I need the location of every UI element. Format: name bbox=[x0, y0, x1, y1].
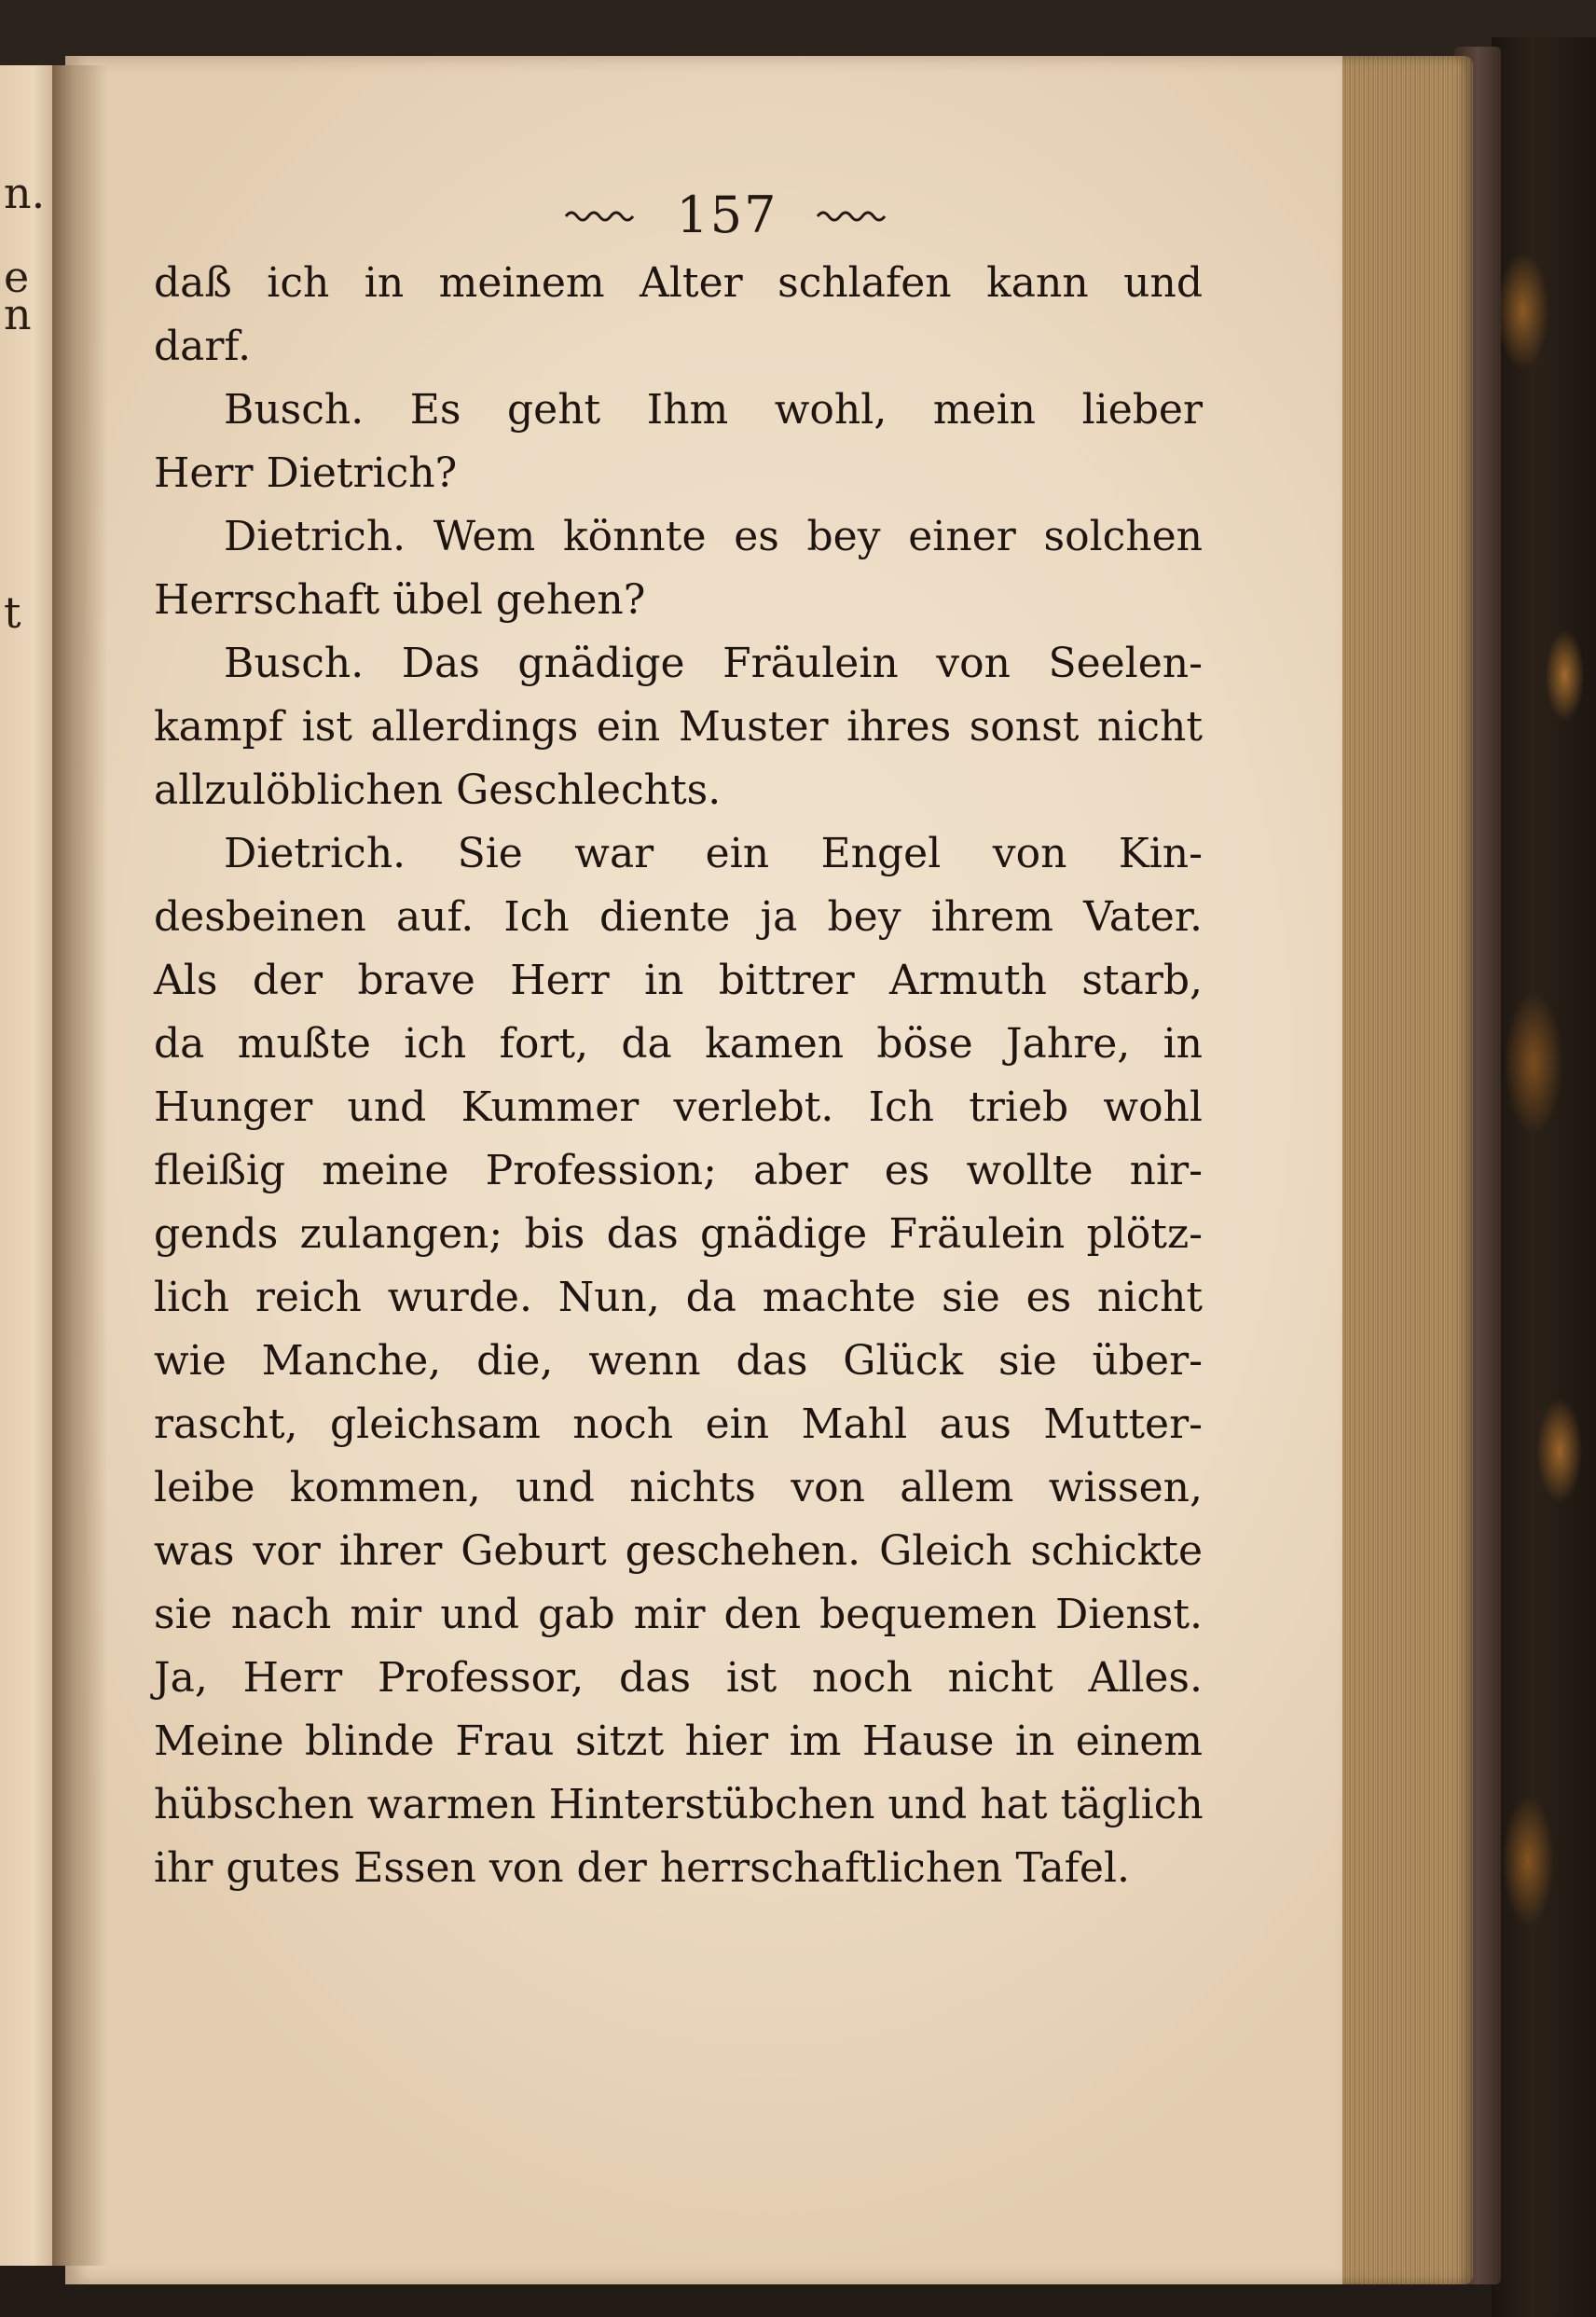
text-line: wie Manche, die, wenn das Glück sie über- bbox=[154, 1337, 1203, 1385]
text-line: darf. bbox=[154, 323, 252, 370]
text-line: Als der brave Herr in bittrer Armuth starb, bbox=[154, 957, 1203, 1004]
text-line: Herr Dietrich? bbox=[154, 449, 458, 497]
text-line: gends zulangen; bis das gnädige Fräulein plötz- bbox=[154, 1210, 1203, 1258]
text-line: Busch. Es geht Ihm wohl, mein lieber bbox=[224, 386, 1203, 434]
text-line: daß ich in meinem Alter schlafen kann und bbox=[154, 259, 1203, 307]
left-page-text bbox=[0, 65, 56, 2266]
text-line: Busch. Das gnädige Fräulein von Seelen- bbox=[224, 640, 1203, 687]
body-text bbox=[154, 252, 1203, 1900]
marbled-cover bbox=[1492, 37, 1596, 2317]
ornament-right-icon bbox=[816, 205, 890, 224]
text-line: leibe kommen, und nichts von allem wissen, bbox=[154, 1464, 1203, 1511]
text-line: Meine blinde Frau sitzt hier im Hause in einem bbox=[154, 1717, 1203, 1765]
text-line: da mußte ich fort, da kamen böse Jahre, in bbox=[154, 1020, 1203, 1068]
text-line: hübschen warmen Hinterstübchen und hat täglich bbox=[154, 1781, 1204, 1828]
ornament-left-icon bbox=[564, 205, 639, 224]
page-fore-edge bbox=[1324, 56, 1473, 2284]
text-line: desbeinen auf. Ich diente ja bey ihrem Vater. bbox=[154, 893, 1203, 941]
text-line: Dietrich. Wem könnte es bey einer solchen bbox=[224, 513, 1203, 560]
text-line: fleißig meine Profession; aber es wollte nir- bbox=[154, 1147, 1203, 1194]
page-header bbox=[494, 177, 960, 252]
text-line: rascht, gleichsam noch ein Mahl aus Mutter- bbox=[154, 1400, 1203, 1448]
text-line: Herrschaft übel gehen? bbox=[154, 576, 646, 624]
text-line: kampf ist allerdings ein Muster ihres sonst nicht bbox=[154, 703, 1203, 751]
right-page bbox=[65, 56, 1342, 2284]
text-line: allzulöblichen Geschlechts. bbox=[154, 766, 722, 814]
left-page bbox=[0, 65, 56, 2266]
text-line: Dietrich. Sie war ein Engel von Kin- bbox=[224, 830, 1203, 877]
text-line: was vor ihrer Geburt geschehen. Gleich schickte bbox=[154, 1527, 1203, 1575]
text-line: Hunger und Kummer verlebt. Ich trieb wohl bbox=[154, 1083, 1203, 1131]
left-fragment: n bbox=[4, 289, 32, 339]
text-line: sie nach mir und gab mir den bequemen Dienst. bbox=[154, 1591, 1203, 1638]
left-fragment: n. bbox=[4, 168, 46, 218]
left-fragment: t bbox=[4, 587, 21, 638]
page-number: 157 bbox=[676, 185, 778, 244]
text-line: Ja, Herr Professor, das ist noch nicht Alles. bbox=[154, 1654, 1203, 1702]
left-fragment: e bbox=[4, 252, 30, 302]
text-line: ihr gutes Essen von der herrschaftlichen Tafel. bbox=[154, 1844, 1130, 1892]
text-line: lich reich wurde. Nun, da machte sie es nicht bbox=[154, 1274, 1203, 1321]
gutter-shadow bbox=[52, 65, 108, 2266]
